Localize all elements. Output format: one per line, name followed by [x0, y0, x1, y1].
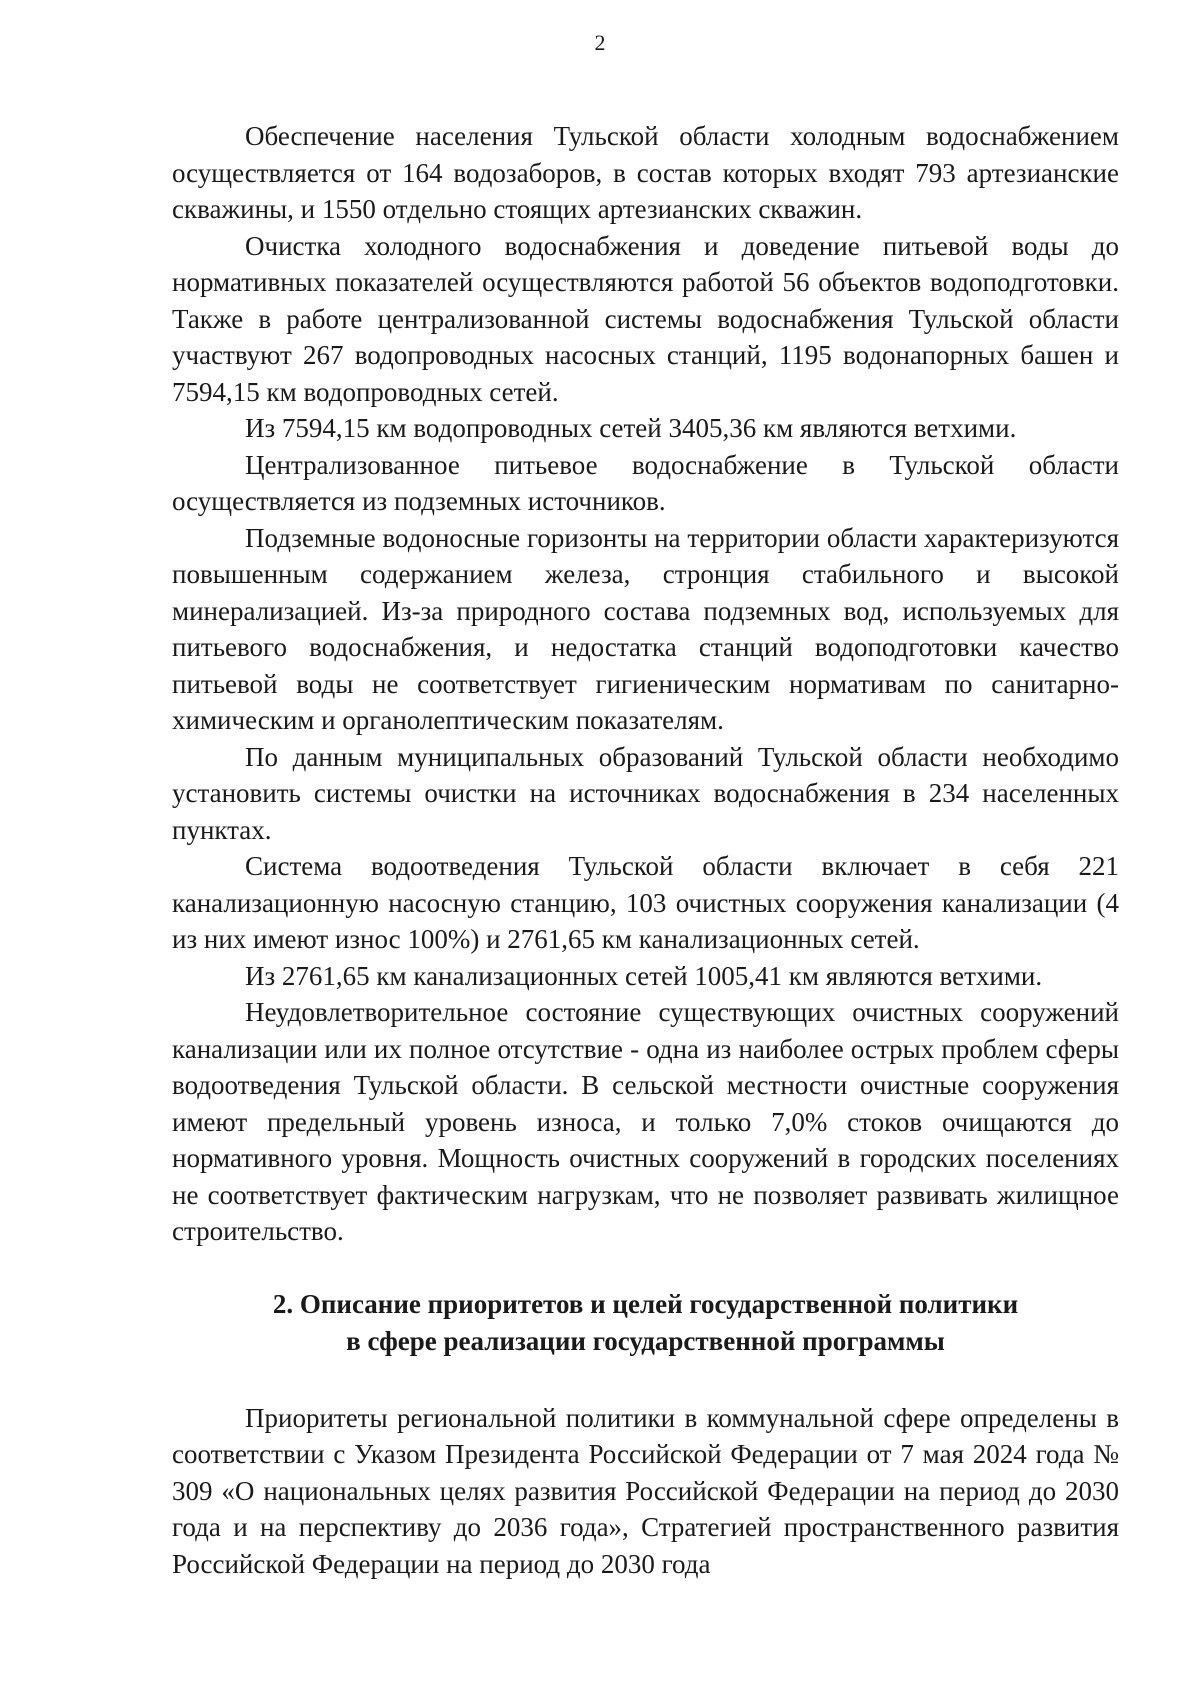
paragraph: По данным муниципальных образований Тульской области необходимо установить системы очистки на источниках водоснабжения в 234 населенных пунктах.	[172, 741, 1119, 845]
page-number: 2	[594, 30, 606, 55]
paragraph: Централизованное питьевое водоснабжение в Тульской области осуществляется из подземных источников.	[172, 449, 1119, 516]
paragraph: Обеспечение населения Тульской области холодным водоснабжением осуществляется от 164 водозаборов, в состав которых входят 793 артезианские скважины, и 1550 отдельно стоящих артезианских скважин.	[172, 121, 1119, 224]
section-heading-line: в сфере реализации государственной программы	[346, 1325, 945, 1356]
paragraph: Из 7594,15 км водопроводных сетей 3405,36 км являются ветхими.	[245, 413, 1017, 443]
paragraph: Подземные водоносные горизонты на территории области характеризуются повышенным содержанием железа, стронция стабильного и высокой минерализацией. Из-за природного состава подземных вод, используемых для питьевого водоснабжения, и недостатка станций водоподготовки качество питьевой воды не соответствует гигиеническим нормативам по санитарно-химическим и органолептическим показателям.	[172, 522, 1119, 735]
document-body	[172, 118, 1119, 1582]
paragraph: Приоритеты региональной политики в коммунальной сфере определены в соответствии с Указом Президента Российской Федерации от 7 мая 2024 года № 309 «О национальных целях развития Российской Федерации на период до 2030 года и на перспективу до 2036 года», Стратегией пространственного развития Российской Федерации на период до 2030 года	[172, 1402, 1119, 1579]
paragraph: Из 2761,65 км канализационных сетей 1005,41 км являются ветхими.	[245, 960, 1043, 991]
paragraph: Очистка холодного водоснабжения и доведение питьевой воды до нормативных показателей осуществляются работой 56 объектов водоподготовки. Также в работе централизованной системы водоснабжения Тульской области участвуют 267 водопроводных насосных станций, 1195 водонапорных башен и 7594,15 км водопроводных сетей.	[172, 230, 1119, 407]
section-heading	[172, 1286, 1119, 1360]
paragraph: Неудовлетворительное состояние существующих очистных сооружений канализации или их полное отсутствие - одна из наиболее острых проблем сферы водоотведения Тульской области. В сельской местности очистные сооружения имеют предельный уровень износа, и только 7,0% стоков очищаются до нормативного уровня. Мощность очистных сооружений в городских поселениях не соответствует фактическим нагрузкам, что не позволяет развивать жилищное строительство.	[172, 997, 1119, 1246]
paragraph: Система водоотведения Тульской области включает в себя 221 канализационную насосную станцию, 103 очистных сооружения канализации (4 из них имеют износ 100%) и 2761,65 км канализационных сетей.	[172, 851, 1119, 954]
section-heading-line: 2. Описание приоритетов и целей государственной политики	[272, 1288, 1019, 1319]
